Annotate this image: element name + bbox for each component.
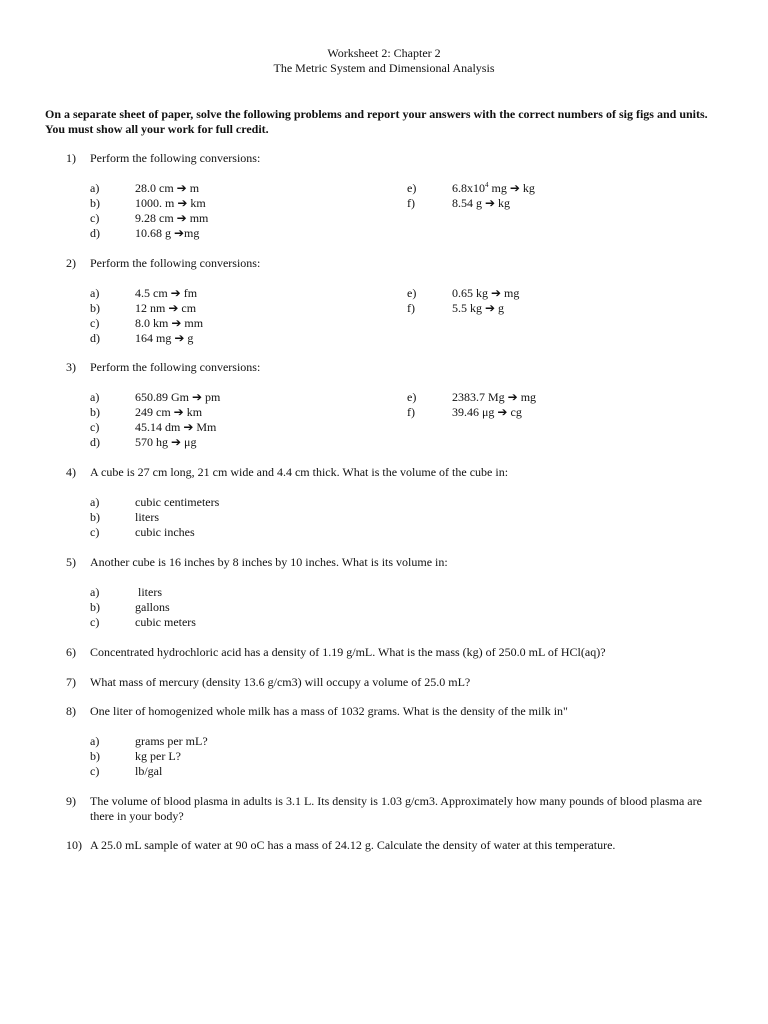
item-letter: b) <box>90 405 100 419</box>
item-letter: b) <box>90 301 100 315</box>
item-letter: a) <box>90 181 100 195</box>
item-text-exponent: 4 <box>485 181 489 189</box>
instructions-text: On a separate sheet of paper, solve the following problems and report your answers with the correct numbers of sig figs and units. You must show all your work for full credit. <box>45 107 708 136</box>
problem-6 <box>66 645 726 660</box>
list-item <box>407 301 707 316</box>
problem-4 <box>66 465 726 480</box>
item-letter: b) <box>90 510 100 524</box>
item-letter: f) <box>407 405 415 419</box>
problem-number: 3) <box>66 360 76 374</box>
item-letter: f) <box>407 301 415 315</box>
item-letter: e) <box>407 181 417 195</box>
problem-number: 1) <box>66 151 76 165</box>
list-item <box>407 286 707 301</box>
item-letter: b) <box>90 600 100 614</box>
problem-3 <box>66 360 726 375</box>
item-text: cubic meters <box>135 615 196 629</box>
item-text: 9.28 cm ➔ mm <box>135 211 209 225</box>
problem-5 <box>66 555 726 570</box>
item-text: 249 cm ➔ km <box>135 405 203 419</box>
list-item <box>90 286 390 301</box>
item-text: 650.89 Gm ➔ pm <box>135 390 221 404</box>
item-text: 4.5 cm ➔ fm <box>135 286 198 300</box>
list-item <box>90 734 390 749</box>
item-text <box>452 181 535 196</box>
problem-number: 8) <box>66 704 76 718</box>
problem-text: What mass of mercury (density 13.6 g/cm3) will occupy a volume of 25.0 mL? <box>90 675 471 689</box>
problem-number: 2) <box>66 256 76 270</box>
problem-text: Another cube is 16 inches by 8 inches by 10 inches. What is its volume in: <box>90 555 448 569</box>
item-text: 0.65 kg ➔ mg <box>452 286 520 300</box>
item-text: 2383.7 Mg ➔ mg <box>452 390 537 404</box>
item-text: 10.68 g ➔mg <box>135 226 200 240</box>
list-item <box>90 764 390 779</box>
list-item <box>90 600 390 615</box>
item-text: cubic centimeters <box>135 495 220 509</box>
list-item <box>90 316 390 331</box>
item-text: 570 hg ➔ μg <box>135 435 197 449</box>
problem-7 <box>66 675 726 690</box>
problem-1 <box>66 151 726 166</box>
list-item <box>90 585 390 600</box>
problem-text: Perform the following conversions: <box>90 360 261 374</box>
item-text: liters <box>135 510 159 524</box>
item-letter: c) <box>90 211 100 225</box>
problem-number: 4) <box>66 465 76 479</box>
item-text: 164 mg ➔ g <box>135 331 194 345</box>
item-text: 12 nm ➔ cm <box>135 301 197 315</box>
item-text: cubic inches <box>135 525 195 539</box>
problem-text: The volume of blood plasma in adults is 3.1 L. Its density is 1.03 g/cm3. Approximately how many pounds of blood plasma are there in your body? <box>90 794 702 823</box>
problem-2 <box>66 256 726 271</box>
list-item <box>90 211 390 226</box>
list-item <box>407 181 707 196</box>
item-letter: c) <box>90 420 100 434</box>
item-text: kg per L? <box>135 749 181 763</box>
list-item <box>90 196 390 211</box>
problem-10 <box>66 838 726 853</box>
item-text: 45.14 dm ➔ Mm <box>135 420 217 434</box>
item-letter: d) <box>90 435 100 449</box>
problem-text: Perform the following conversions: <box>90 151 261 165</box>
item-text: 1000. m ➔ km <box>135 196 206 210</box>
list-item <box>90 301 390 316</box>
item-text: 8.54 g ➔ kg <box>452 196 511 210</box>
problem-number: 10) <box>66 838 82 852</box>
item-letter: b) <box>90 749 100 763</box>
item-letter: c) <box>90 764 100 778</box>
item-letter: c) <box>90 615 100 629</box>
item-text: 28.0 cm ➔ m <box>135 181 200 195</box>
list-item <box>90 390 390 405</box>
item-letter: d) <box>90 331 100 345</box>
problem-text: One liter of homogenized whole milk has a mass of 1032 grams. What is the density of the milk in" <box>90 704 568 718</box>
list-item <box>407 196 707 211</box>
item-text: liters <box>135 585 162 599</box>
list-item <box>90 420 390 435</box>
item-text: grams per mL? <box>135 734 208 748</box>
item-letter: f) <box>407 196 415 210</box>
list-item <box>90 615 390 630</box>
list-item <box>90 525 390 540</box>
problem-text: Perform the following conversions: <box>90 256 261 270</box>
list-item <box>407 405 707 420</box>
item-letter: a) <box>90 495 100 509</box>
item-letter: c) <box>90 316 100 330</box>
list-item <box>90 226 390 241</box>
problem-number: 7) <box>66 675 76 689</box>
problem-text: A cube is 27 cm long, 21 cm wide and 4.4 cm thick. What is the volume of the cube in: <box>90 465 509 479</box>
problem-text: Concentrated hydrochloric acid has a density of 1.19 g/mL. What is the mass (kg) of 250.0 mL of HCl(aq)? <box>90 645 606 659</box>
item-text-base: 6.8x10 <box>452 181 485 195</box>
problem-9 <box>66 794 726 824</box>
list-item <box>407 390 707 405</box>
list-item <box>90 435 390 450</box>
list-item <box>90 405 390 420</box>
page-subtitle: The Metric System and Dimensional Analysis <box>273 61 495 75</box>
list-item <box>90 510 390 525</box>
item-letter: a) <box>90 585 100 599</box>
item-letter: e) <box>407 390 417 404</box>
problem-number: 5) <box>66 555 76 569</box>
list-item <box>90 331 390 346</box>
problem-number: 6) <box>66 645 76 659</box>
list-item <box>90 181 390 196</box>
item-text-rest: mg ➔ kg <box>488 181 535 195</box>
item-text: 5.5 kg ➔ g <box>452 301 505 315</box>
item-letter: a) <box>90 286 100 300</box>
item-text: gallons <box>135 600 170 614</box>
item-text: lb/gal <box>135 764 163 778</box>
page-title: Worksheet 2: Chapter 2 <box>327 46 441 60</box>
problem-text: A 25.0 mL sample of water at 90 oC has a mass of 24.12 g. Calculate the density of water at this temperature. <box>90 838 616 852</box>
item-letter: e) <box>407 286 417 300</box>
item-text: 8.0 km ➔ mm <box>135 316 204 330</box>
list-item <box>90 749 390 764</box>
problem-number: 9) <box>66 794 76 808</box>
item-letter: a) <box>90 390 100 404</box>
list-item <box>90 495 390 510</box>
item-text: 39.46 μg ➔ cg <box>452 405 522 419</box>
item-letter: b) <box>90 196 100 210</box>
item-letter: a) <box>90 734 100 748</box>
item-letter: d) <box>90 226 100 240</box>
problem-8 <box>66 704 726 719</box>
title-block <box>0 46 768 76</box>
item-letter: c) <box>90 525 100 539</box>
